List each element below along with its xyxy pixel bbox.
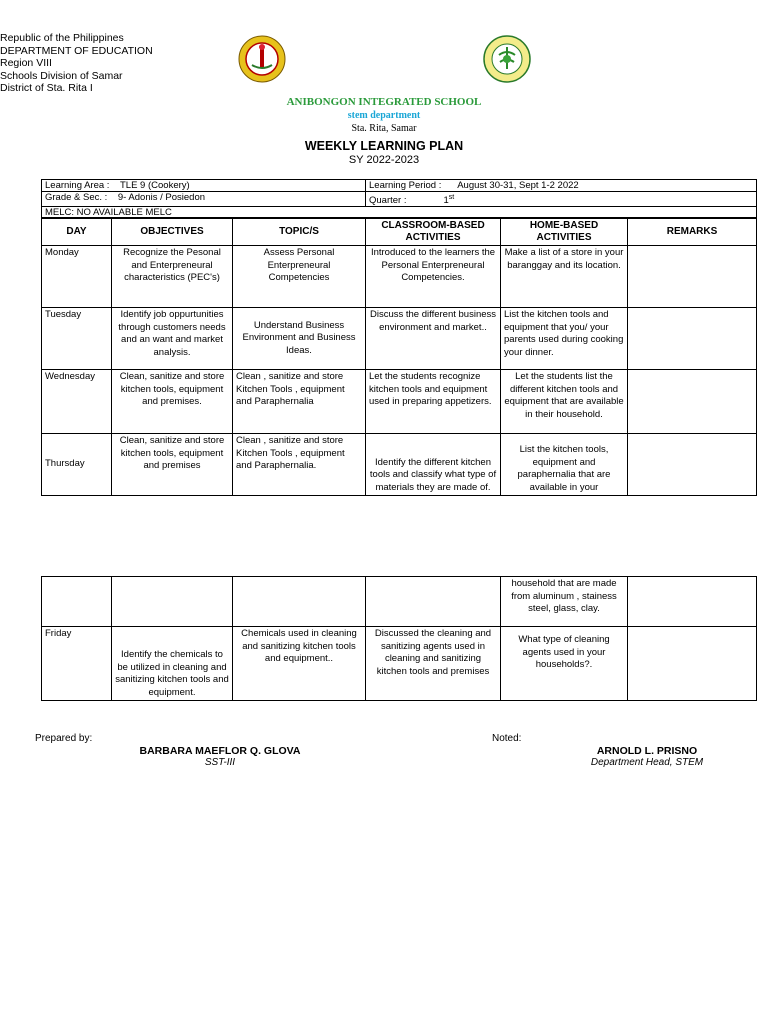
learning-period-value: August 30-31, Sept 1-2 2022 — [457, 180, 579, 191]
department-name: stem department — [347, 109, 421, 121]
col-home: HOME-BASED ACTIVITIES — [501, 218, 628, 246]
remarks-cell — [628, 627, 757, 701]
plan-table — [41, 217, 757, 496]
topics-cell: Clean , sanitize and store Kitchen Tools , equipment and Paraphernalia. — [233, 434, 366, 496]
topics-cell: Assess Personal Enterpreneural Competencies — [233, 246, 366, 308]
quarter-sup: st — [448, 194, 455, 201]
letterhead — [0, 32, 768, 135]
header-division: Schools Division of Samar — [0, 69, 123, 82]
day-cell: Tuesday — [42, 308, 112, 370]
table-row — [42, 434, 757, 496]
header-deped: DEPARTMENT OF EDUCATION — [0, 44, 153, 57]
classroom-cell: Let the students recognize kitchen tools and equipment used in preparing appetizers. — [366, 370, 501, 434]
quarter-value: 1 — [443, 195, 449, 207]
col-day: DAY — [42, 218, 112, 246]
header-district: District of Sta. Rita I — [0, 82, 93, 94]
info-table — [41, 179, 757, 219]
school-year: SY 2022-2023 — [348, 154, 420, 166]
objectives-cell: Clean, sanitize and store kitchen tools, equipment and premises — [112, 434, 233, 496]
col-remarks: REMARKS — [628, 218, 757, 246]
home-cell: List the kitchen tools and equipment that you/ your parents used during cooking your dinner. — [501, 308, 628, 370]
remarks-cell — [628, 370, 757, 434]
page-title: WEEKLY LEARNING PLAN — [304, 139, 464, 153]
day-cell: Wednesday — [42, 370, 112, 434]
learning-area-value: TLE 9 (Cookery) — [120, 180, 190, 191]
day-cell: Friday — [42, 627, 112, 701]
prepared-name: BARBARA MAEFLOR Q. GLOVA — [139, 745, 301, 757]
topics-cell: Clean , sanitize and store Kitchen Tools , equipment and Paraphernalia — [233, 370, 366, 434]
col-objectives: OBJECTIVES — [112, 218, 233, 246]
topics-cell: Understand Business Environment and Business Ideas. — [233, 308, 366, 370]
table-row — [42, 577, 757, 627]
home-cell: List the kitchen tools, equipment and paraphernalia that are available in your — [501, 434, 628, 496]
melc-cell: MELC: NO AVAILABLE MELC — [42, 207, 757, 219]
remarks-cell — [628, 308, 757, 370]
remarks-cell — [628, 434, 757, 496]
noted-name: ARNOLD L. PRISNO — [596, 745, 698, 757]
home-cell: household that are made from aluminum , stainess steel, glass, clay. — [501, 577, 628, 627]
noted-label: Noted: — [492, 733, 522, 744]
day-cell: Monday — [42, 246, 112, 308]
learning-area-cell — [42, 180, 366, 192]
noted-title: Department Head, STEM — [590, 757, 704, 768]
col-classroom: CLASSROOM-BASED ACTIVITIES — [366, 218, 501, 246]
header-row — [42, 218, 757, 246]
grade-value: 9- Adonis / Posiedon — [117, 192, 206, 203]
prepared-by-label: Prepared by: — [35, 733, 93, 744]
classroom-cell — [366, 577, 501, 627]
table-row — [42, 246, 757, 308]
grade-label: Grade & Sec. : — [45, 192, 108, 203]
day-cell: Thursday — [42, 434, 112, 496]
prepared-title: SST-III — [204, 757, 236, 768]
learning-period-label: Learning Period : — [369, 180, 442, 191]
col-topics: TOPIC/S — [233, 218, 366, 246]
home-cell: What type of cleaning agents used in your households?. — [501, 627, 628, 701]
table-row — [42, 308, 757, 370]
quarter-cell — [366, 192, 757, 207]
table-row — [42, 627, 757, 701]
classroom-cell: Identify the different kitchen tools and classify what type of materials they are made of. — [366, 434, 501, 496]
objectives-cell: Clean, sanitize and store kitchen tools, equipment and premises. — [112, 370, 233, 434]
noted-signature — [572, 745, 722, 768]
quarter-label: Quarter : — [369, 195, 407, 207]
remarks-cell — [628, 577, 757, 627]
school-name: ANIBONGON INTEGRATED SCHOOL — [286, 95, 482, 108]
classroom-cell: Discuss the different business environment and market.. — [366, 308, 501, 370]
header-region: Region VIII — [0, 57, 52, 69]
classroom-cell: Introduced to the learners the Personal Enterpreneural Competencies. — [366, 246, 501, 308]
objectives-cell: Identify the chemicals to be utilized in cleaning and sanitizing kitchen tools and equipment. — [112, 627, 233, 701]
objectives-cell: Identify job oppurtunities through customers needs and an want and market analysis. — [112, 308, 233, 370]
grade-cell — [42, 192, 366, 207]
topics-cell: Chemicals used in cleaning and sanitizing kitchen tools and equipment.. — [233, 627, 366, 701]
prepared-signature — [130, 745, 310, 768]
objectives-cell: Recognize the Pesonal and Enterpreneural characteristics (PEC's) — [112, 246, 233, 308]
topics-cell — [233, 577, 366, 627]
plan-table-continued — [41, 576, 757, 701]
home-cell: Make a list of a store in your baranggay and its location. — [501, 246, 628, 308]
learning-period-cell — [366, 180, 757, 192]
school-town: Sta. Rita, Samar — [351, 122, 417, 134]
home-cell: Let the students list the different kitchen tools and equipment that are available in their household. — [501, 370, 628, 434]
learning-area-label: Learning Area : — [45, 180, 110, 191]
day-cell — [42, 577, 112, 627]
classroom-cell: Discussed the cleaning and sanitizing agents used in cleaning and sanitizing kitchen tools and premises — [366, 627, 501, 701]
header-republic: Republic of the Philippines — [0, 32, 124, 44]
remarks-cell — [628, 246, 757, 308]
table-row — [42, 370, 757, 434]
objectives-cell — [112, 577, 233, 627]
